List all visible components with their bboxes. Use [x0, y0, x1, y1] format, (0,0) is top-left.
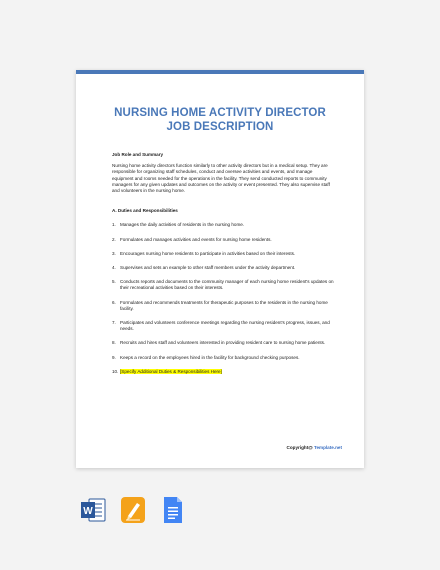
item-text: Formulates and manages activities and events for nursing home residents. [120, 236, 272, 242]
google-docs-icon[interactable] [160, 496, 186, 524]
item-text: Conducts reports and documents to the community manager of each nursing home resident's updates on their recreational activities based on their interests. [120, 279, 334, 291]
item-text: Supervises and sets an example to other staff members under the activity department. [120, 265, 296, 271]
duties-list [112, 222, 334, 375]
list-item [112, 320, 334, 332]
list-item [112, 355, 334, 361]
list-item [112, 265, 334, 271]
item-text: Encourages nursing home residents to participate in activities based on their interests. [120, 250, 296, 256]
title-line-2: JOB DESCRIPTION [166, 121, 274, 133]
item-number: 6. [112, 299, 116, 305]
item-number: 7. [112, 320, 116, 326]
item-text: Participates and volunteers conference meetings regarding the nursing resident's progress, issues, and needs. [120, 320, 330, 332]
title-line-1: NURSING HOME ACTIVITY DIRECTOR [114, 107, 326, 119]
top-accent-bar [76, 70, 364, 74]
list-item [112, 300, 334, 312]
list-item [112, 340, 334, 346]
word-letter: W [83, 506, 93, 517]
item-number: 8. [112, 340, 116, 346]
item-number: 4. [112, 265, 116, 271]
highlighted-placeholder: [Specify Additional Duties & Responsibilities Here] [120, 368, 222, 374]
pages-icon[interactable] [120, 496, 146, 524]
item-number: 3. [112, 250, 116, 256]
summary-paragraph: Nursing home activity directors function similarly to other activity directors but in a medical setup. They are responsible for organizing staff schedules, conduct and oversee activities and events, and manage equipment and rooms needed for the operations in the facility. They send conducted reports to community managers for any given updates and outcomes on the activity or event presented. They also supervise staff and volunteers in the nursing home. [112, 163, 330, 194]
document-title [76, 106, 364, 134]
item-number: 5. [112, 279, 116, 285]
list-item [112, 222, 334, 228]
item-text: Keeps a record on the employees hired in the facility for background checking purposes. [120, 354, 300, 360]
role-heading: Job Role and Summary [112, 152, 164, 157]
word-icon[interactable] [80, 496, 106, 524]
document-page [76, 70, 364, 468]
document-body [112, 152, 334, 383]
copyright-footer [287, 445, 342, 450]
list-item [112, 251, 334, 257]
list-item [112, 279, 334, 291]
item-number: 9. [112, 354, 116, 360]
copyright-label: Copyright@ [286, 445, 313, 450]
duties-heading: A. Duties and Responsibilities [112, 208, 178, 214]
list-item [112, 369, 334, 375]
item-number: 10. [112, 368, 119, 374]
item-number: 1. [112, 222, 116, 228]
item-text: Manages the daily activities of residents in the nursing home. [120, 222, 245, 228]
item-text: Formulates and recommends treatments for therapeutic purposes to the residents in the nursing home facility. [120, 299, 328, 311]
item-number: 2. [112, 236, 116, 242]
list-item [112, 237, 334, 243]
item-text: Recruits and hires staff and volunteers interested in providing resident care to nursing home patients. [120, 340, 326, 346]
brand-name: Template.net [314, 445, 342, 450]
